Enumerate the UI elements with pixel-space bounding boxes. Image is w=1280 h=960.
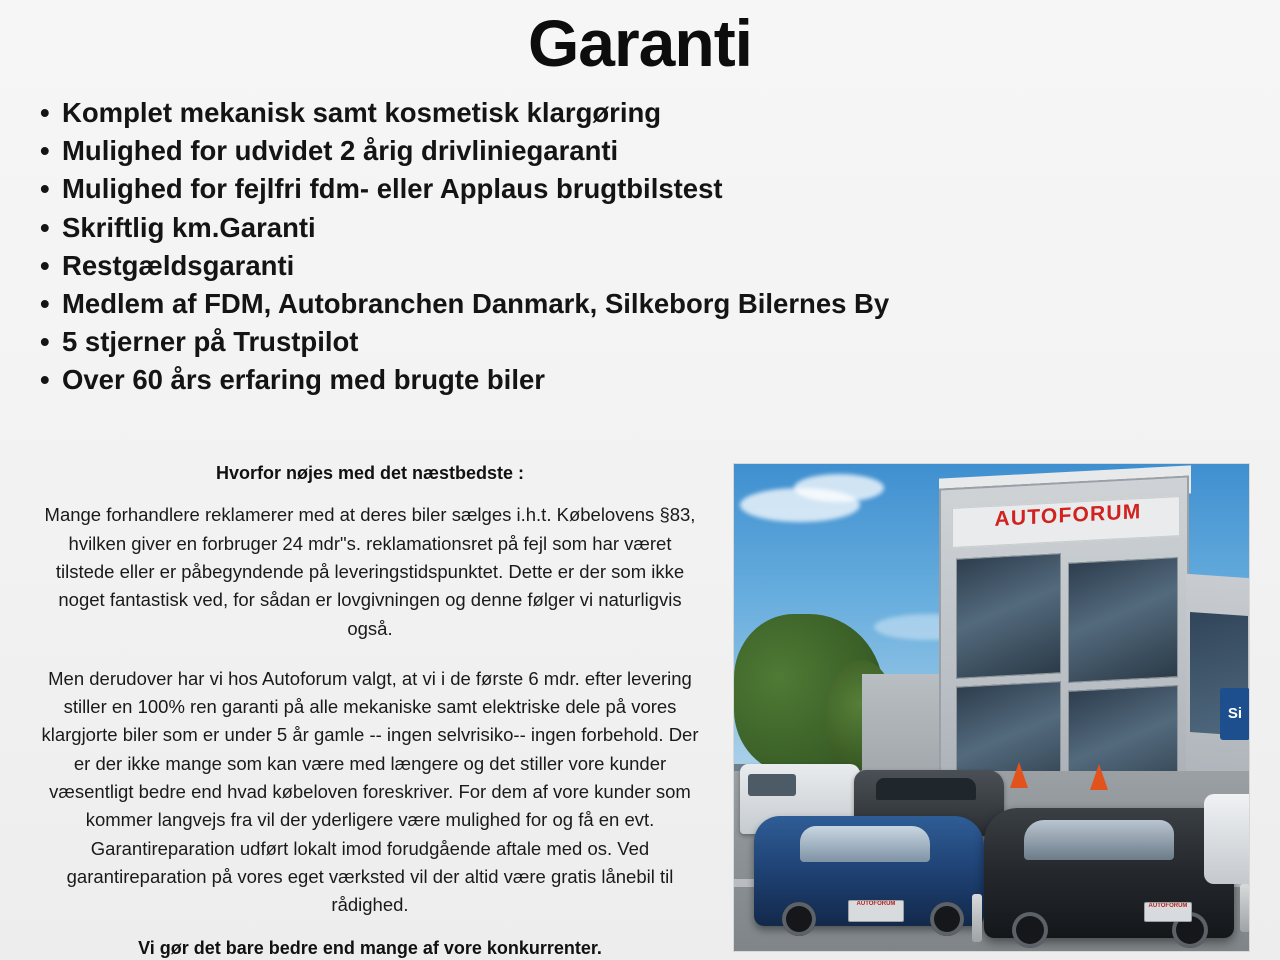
cloud: [794, 474, 884, 502]
bullet-marker: •: [40, 326, 50, 358]
dealership-sign-text: AUTOFORUM: [994, 500, 1142, 531]
list-item-label: 5 stjerner på Trustpilot: [62, 326, 359, 358]
closing-statement: Vi gør det bare bedre end mange af vore konkurrenter.: [138, 937, 602, 958]
bullet-marker: •: [40, 135, 50, 167]
lower-section: [0, 452, 1280, 960]
list-item-label: Restgældsgaranti: [62, 249, 295, 281]
wheel: [782, 902, 816, 936]
bollard: [972, 894, 982, 942]
license-plate: AUTOFORUM: [848, 900, 904, 922]
window-pane: [956, 553, 1061, 679]
van-window: [748, 774, 796, 796]
list-item-label: Mulighed for udvidet 2 årig drivliniegaranti: [62, 135, 619, 167]
list-item-label: Skriftlig km.Garanti: [62, 211, 316, 243]
bullet-marker: •: [40, 173, 50, 205]
list-item: [40, 209, 1280, 247]
list-item-label: Over 60 års erfaring med brugte biler: [62, 364, 545, 396]
list-item: [40, 247, 1280, 285]
list-item-label: Komplet mekanisk samt kosmetisk klargøring: [62, 96, 662, 128]
list-item: [40, 94, 1280, 132]
list-item: [40, 285, 1280, 323]
benefits-list: [0, 94, 1280, 400]
wheel: [1012, 912, 1048, 948]
white-car-right: [1204, 794, 1250, 884]
bullet-marker: •: [40, 211, 50, 243]
window-pane: [1068, 557, 1178, 683]
list-item-label: Mulighed for fejlfri fdm- eller Applaus brugtbilstest: [62, 173, 723, 205]
warranty-text-column: [40, 452, 700, 959]
list-item-label: Medlem af FDM, Autobranchen Danmark, Silkeborg Bilernes By: [62, 287, 890, 319]
windshield: [800, 826, 930, 862]
traffic-cone: [1010, 762, 1028, 788]
wheel: [930, 902, 964, 936]
license-plate: AUTOFORUM: [1144, 902, 1192, 922]
bullet-marker: •: [40, 96, 50, 128]
bullet-marker: •: [40, 364, 50, 396]
list-item: [40, 361, 1280, 399]
bollard: [1240, 884, 1250, 932]
section-subheading: Hvorfor nøjes med det næstbedste :: [215, 463, 525, 483]
car-window: [876, 778, 976, 800]
page-title: Garanti: [527, 6, 753, 80]
list-item: [40, 170, 1280, 208]
dealership-photo: [733, 463, 1250, 952]
side-sign-text: Si: [1220, 688, 1250, 740]
bullet-marker: •: [40, 249, 50, 281]
paragraph-law: Mange forhandlere reklamerer med at deres biler sælges i.h.t. Købelovens §83, hvilken giver en forbruger 24 mdr"s. reklamationsret på fejl som har været tilstede eller er påbegyndende på leveringstidspunktet. Dette er der som ikke noget fantastisk ved, for sådan er lovgivningen og denne følger vi naturligvis også.: [44, 504, 696, 639]
traffic-cone: [1090, 764, 1108, 790]
list-item: [40, 323, 1280, 361]
bullet-marker: •: [40, 287, 50, 319]
list-item: [40, 132, 1280, 170]
paragraph-warranty: Men derudover har vi hos Autoforum valgt, at vi i de første 6 mdr. efter levering stiller en 100% ren garanti på alle mekaniske samt elektriske dele på vores klargjorte biler som er under 5 år gamle -- ingen selvrisiko-- ingen forbehold. Der er der ikke mange som kan være med længere og det stiller vore kunder væsentligt bedre end hvad købeloven foreskriver. For dem af vore kunder som kommer langvejs fra vil der yderligere være mulighed for og få en evt. Garantireparation udført lokalt imod forudgående aftale med os. Ved garantireparation på vores eget værksted vil der altid være gratis lånebil til rådighed.: [41, 667, 699, 916]
windshield: [1024, 820, 1174, 860]
